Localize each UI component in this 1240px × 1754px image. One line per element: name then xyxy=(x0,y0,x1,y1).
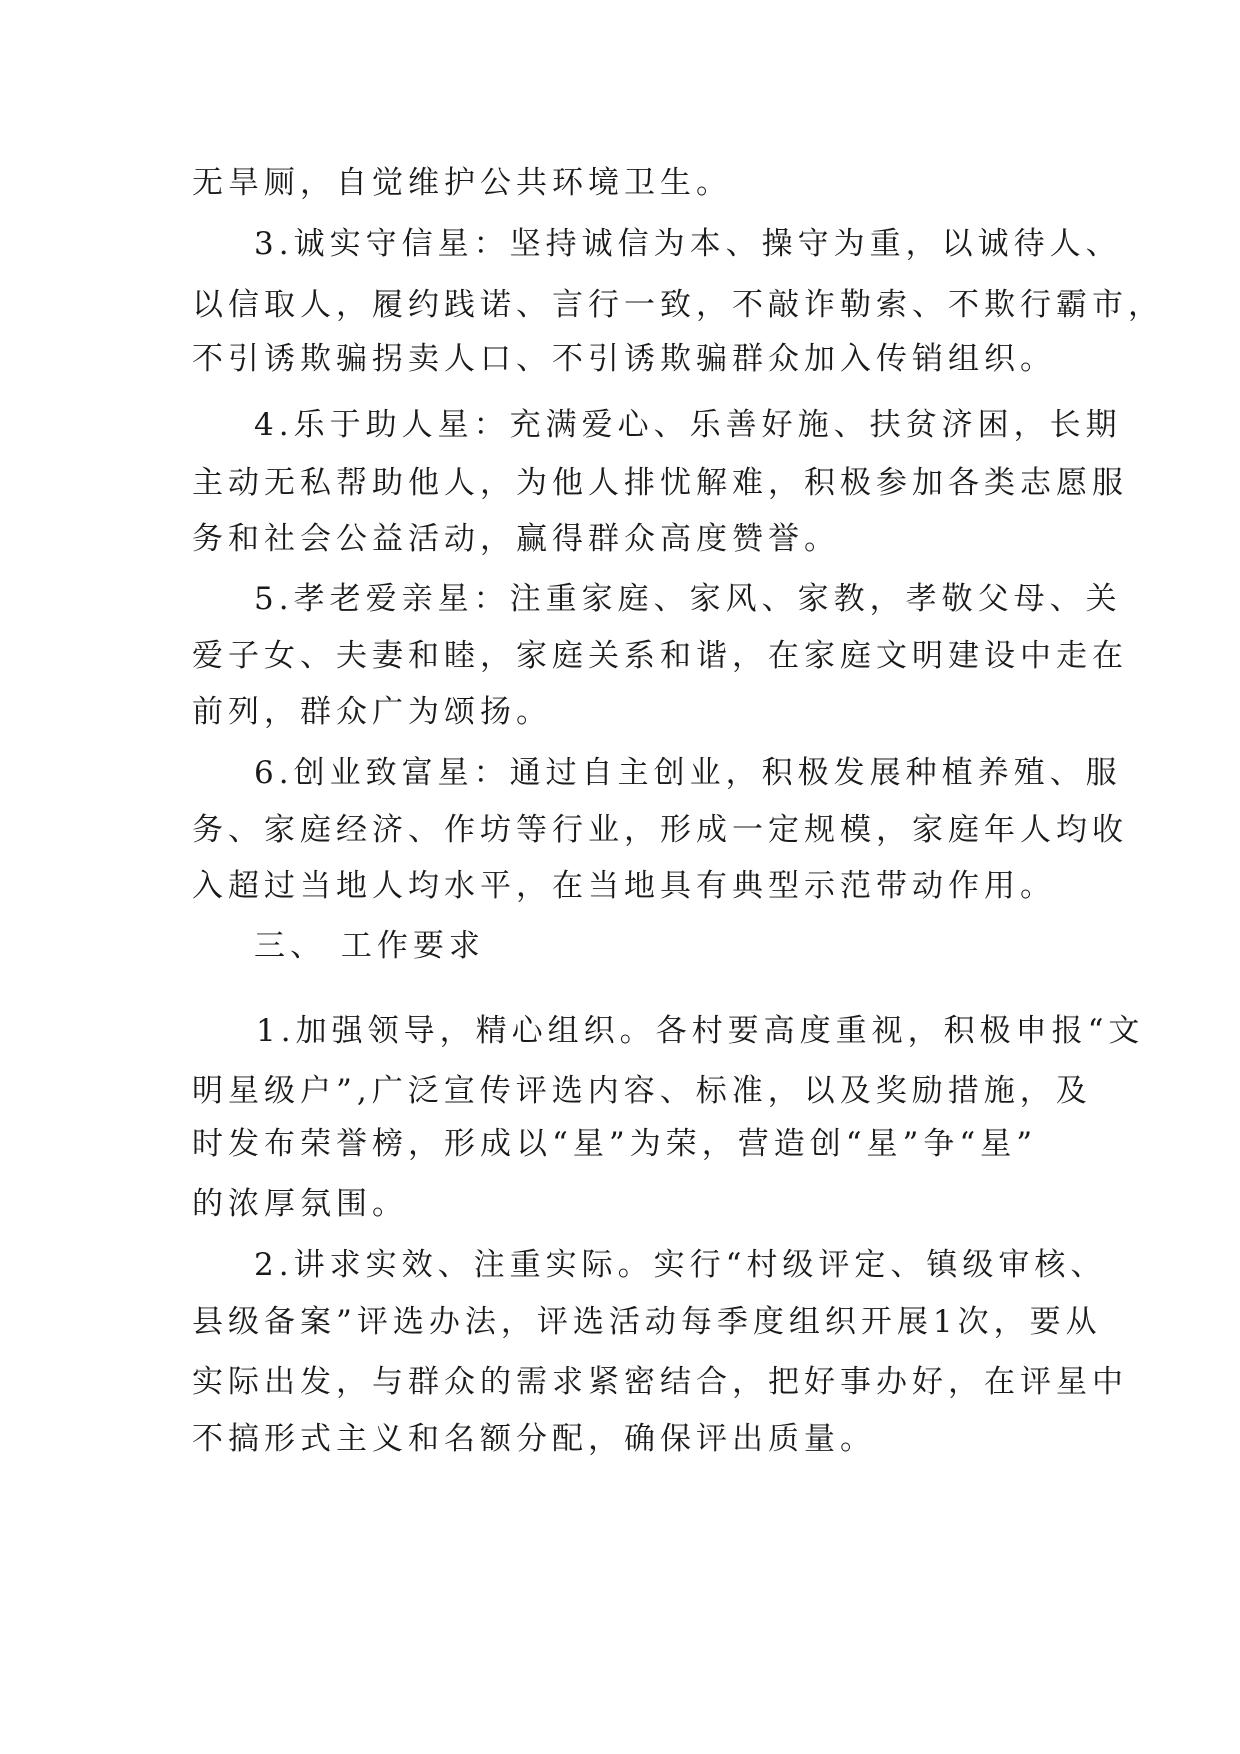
paragraph-line: 的浓厚氛围。 xyxy=(192,1186,408,1222)
paragraph-line: 1.加强领导，精心组织。各村要高度重视，积极申报“文 xyxy=(256,1013,1145,1049)
paragraph-line: 4.乐于助人星：充满爱心、乐善好施、扶贫济困，长期 xyxy=(254,407,1122,443)
paragraph-line: 3.诚实守信星：坚持诚信为本、操守为重，以诚待人、 xyxy=(254,226,1122,262)
paragraph-line: 爱子女、夫妻和睦，家庭关系和谐，在家庭文明建设中走在 xyxy=(192,638,1128,674)
paragraph-line: 无旱厕，自觉维护公共环境卫生。 xyxy=(192,165,732,201)
paragraph-line: 实际出发，与群众的需求紧密结合，把好事办好，在评星中 xyxy=(192,1364,1128,1400)
section-heading: 三、 工作要求 xyxy=(254,928,485,964)
paragraph-line: 前列，群众广为颂扬。 xyxy=(192,694,552,730)
paragraph-line: 入超过当地人均水平，在当地具有典型示范带动作用。 xyxy=(192,868,1056,904)
paragraph-line: 县级备案”评选办法，评选活动每季度组织开展1次，要从 xyxy=(192,1304,1102,1340)
paragraph-line: 以信取人，履约践诺、言行一致，不敲诈勒索、不欺行霸市， xyxy=(192,287,1164,323)
paragraph-line: 时发布荣誉榜，形成以“星”为荣，营造创“星”争“星” xyxy=(192,1126,1038,1162)
paragraph-line: 2.讲求实效、注重实际。实行“村级评定、镇级审核、 xyxy=(254,1247,1107,1283)
paragraph-line: 主动无私帮助他人，为他人排忧解难，积极参加各类志愿服 xyxy=(192,465,1128,501)
paragraph-line: 不引诱欺骗拐卖人口、不引诱欺骗群众加入传销组织。 xyxy=(192,341,1056,377)
paragraph-line: 5.孝老爱亲星：注重家庭、家风、家教，孝敬父母、关 xyxy=(254,581,1122,617)
paragraph-line: 务和社会公益活动，赢得群众高度赞誉。 xyxy=(192,521,840,557)
paragraph-line: 不搞形式主义和名额分配，确保评出质量。 xyxy=(192,1421,876,1457)
paragraph-line: 6.创业致富星：通过自主创业，积极发展种植养殖、服 xyxy=(254,755,1122,791)
paragraph-line: 务、家庭经济、作坊等行业，形成一定规模，家庭年人均收 xyxy=(192,812,1128,848)
paragraph-line: 明星级户”,广泛宣传评选内容、标准，以及奖励措施，及 xyxy=(192,1073,1092,1109)
